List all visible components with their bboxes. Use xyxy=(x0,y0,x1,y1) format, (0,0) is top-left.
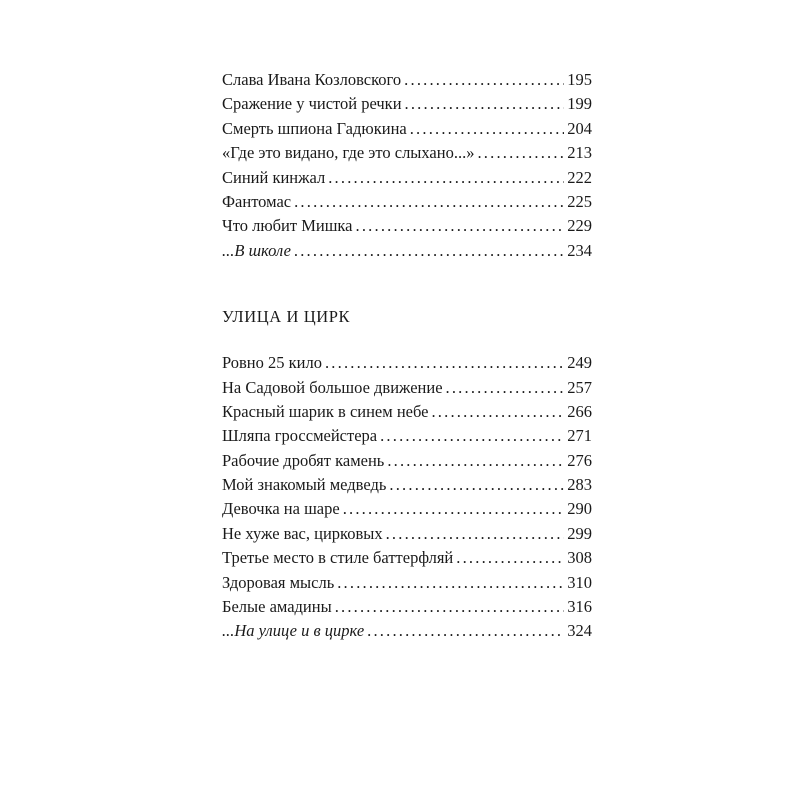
toc-section-street-and-circus xyxy=(222,305,592,644)
toc-entry-title: ...На улице и в цирке xyxy=(222,621,365,641)
toc-entry-title: Шляпа гроссмейстера xyxy=(222,426,378,446)
dot-leader xyxy=(446,376,565,400)
toc-entry xyxy=(222,141,592,165)
toc-entry xyxy=(222,449,592,473)
toc-entry xyxy=(222,400,592,424)
toc-entry xyxy=(222,595,592,619)
toc-entry xyxy=(222,546,592,570)
toc-entry-page-number: 299 xyxy=(567,523,592,543)
toc-entry xyxy=(222,214,592,238)
toc-entry-title: «Где это видано, где это слыхано...» xyxy=(222,143,475,163)
toc-list xyxy=(222,68,592,263)
toc-entry-title: ...В школе xyxy=(222,240,291,260)
toc-entry xyxy=(222,473,592,497)
toc-entry-title: Девочка на шаре xyxy=(222,499,340,519)
toc-entry-title: Рабочие дробят камень xyxy=(222,450,385,470)
toc-entry xyxy=(222,190,592,214)
dot-leader xyxy=(477,141,564,165)
dot-leader xyxy=(294,190,564,214)
section-heading: УЛИЦА И ЦИРК xyxy=(222,307,351,327)
toc-entry-page-number: 195 xyxy=(567,70,592,89)
dot-leader xyxy=(389,473,564,497)
toc-entry-page-number: 234 xyxy=(567,240,592,260)
toc-entry-page-number: 271 xyxy=(567,426,592,446)
dot-leader xyxy=(343,497,565,521)
dot-leader xyxy=(328,166,564,190)
dot-leader xyxy=(431,400,564,424)
toc-entry-page-number: 324 xyxy=(567,621,592,641)
table-of-contents-page xyxy=(222,68,592,644)
toc-entry-page-number: 266 xyxy=(567,401,592,421)
toc-entry-page-number: 204 xyxy=(567,118,592,138)
dot-leader xyxy=(356,214,565,238)
dot-leader xyxy=(386,522,565,546)
dot-leader xyxy=(337,571,564,595)
toc-entry xyxy=(222,522,592,546)
toc-list xyxy=(222,351,592,644)
toc-entry-page-number: 225 xyxy=(567,191,592,211)
toc-section-continued xyxy=(222,68,592,263)
toc-entry-title: Слава Ивана Козловского xyxy=(222,70,402,89)
toc-entry xyxy=(222,68,592,92)
toc-entry-title: Третье место в стиле баттерфляй xyxy=(222,548,454,568)
toc-entry-page-number: 199 xyxy=(567,94,592,114)
toc-entry xyxy=(222,376,592,400)
toc-entry xyxy=(222,117,592,141)
toc-entry-title: Фантомас xyxy=(222,191,292,211)
toc-entry-title: Что любит Мишка xyxy=(222,216,353,236)
toc-entry xyxy=(222,166,592,190)
toc-entry-title: Ровно 25 кило xyxy=(222,353,322,373)
dot-leader xyxy=(294,239,564,263)
dot-leader xyxy=(367,619,564,643)
toc-entry-page-number: 283 xyxy=(567,475,592,495)
toc-entry-page-number: 222 xyxy=(567,167,592,187)
toc-entry-page-number: 290 xyxy=(567,499,592,519)
toc-entry xyxy=(222,239,592,263)
toc-entry xyxy=(222,619,592,643)
toc-entry-title: Красный шарик в синем небе xyxy=(222,401,429,421)
toc-entry xyxy=(222,424,592,448)
dot-leader xyxy=(456,546,564,570)
dot-leader xyxy=(405,92,565,116)
toc-entry-page-number: 276 xyxy=(567,450,592,470)
toc-entry-page-number: 213 xyxy=(567,143,592,163)
toc-entry xyxy=(222,497,592,521)
toc-entry-title: Здоровая мысль xyxy=(222,572,335,592)
toc-entry-page-number: 316 xyxy=(567,597,592,617)
dot-leader xyxy=(410,117,565,141)
dot-leader xyxy=(404,68,564,92)
dot-leader xyxy=(380,424,564,448)
toc-entry-title: Не хуже вас, цирковых xyxy=(222,523,383,543)
toc-entry-page-number: 229 xyxy=(567,216,592,236)
toc-entry xyxy=(222,92,592,116)
toc-entry-title: Сражение у чистой речки xyxy=(222,94,402,114)
toc-entry xyxy=(222,351,592,375)
toc-entry-title: Синий кинжал xyxy=(222,167,326,187)
toc-entry-title: Смерть шпиона Гадюкина xyxy=(222,118,407,138)
dot-leader xyxy=(335,595,565,619)
toc-entry-title: Белые амадины xyxy=(222,597,332,617)
toc-entry-page-number: 310 xyxy=(567,572,592,592)
dot-leader xyxy=(387,449,564,473)
toc-entry xyxy=(222,571,592,595)
toc-entry-page-number: 249 xyxy=(567,353,592,373)
toc-entry-page-number: 308 xyxy=(567,548,592,568)
dot-leader xyxy=(325,351,564,375)
toc-entry-title: Мой знакомый медведь xyxy=(222,475,387,495)
toc-entry-page-number: 257 xyxy=(567,377,592,397)
toc-entry-title: На Садовой большое движение xyxy=(222,377,443,397)
